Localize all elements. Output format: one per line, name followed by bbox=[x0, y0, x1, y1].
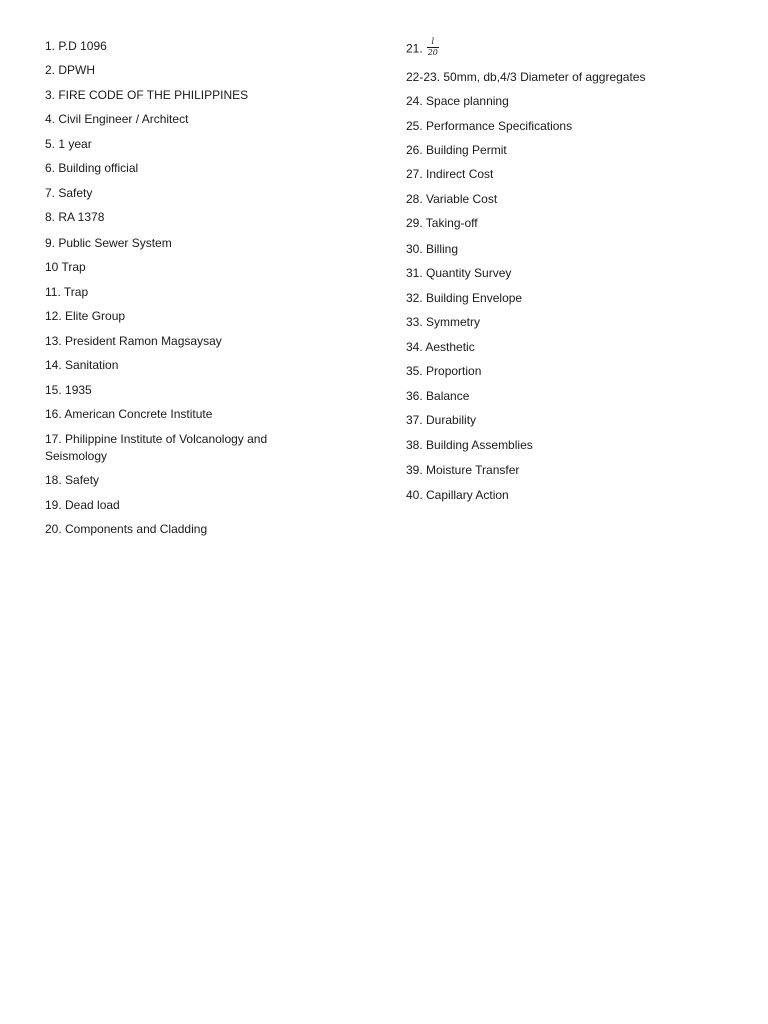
answer-item-19: 19. Dead load bbox=[45, 498, 120, 512]
answer-item-22-23: 22-23. 50mm, db,4/3 Diameter of aggregates bbox=[406, 70, 646, 84]
answer-item-27: 27. Indirect Cost bbox=[406, 167, 494, 181]
answer-item-17: 17. Philippine Institute of Volcanology and Seismology bbox=[45, 432, 268, 463]
answer-item-29: 29. Taking-off bbox=[406, 216, 478, 230]
answer-item-5: 5. 1 year bbox=[45, 137, 92, 151]
answer-item-18: 18. Safety bbox=[45, 473, 100, 487]
answer-item-1: 1. P.D 1096 bbox=[45, 39, 107, 53]
answer-item-7: 7. Safety bbox=[45, 186, 93, 200]
answer-item-20: 20. Components and Cladding bbox=[45, 522, 208, 536]
answer-item-11: 11. Trap bbox=[45, 285, 89, 299]
answer-item-21 bbox=[406, 37, 439, 59]
answer-item-39: 39. Moisture Transfer bbox=[406, 463, 520, 477]
answer-item-36: 36. Balance bbox=[406, 389, 470, 403]
answer-item-16: 16. American Concrete Institute bbox=[45, 407, 213, 421]
answer-item-3: 3. FIRE CODE OF THE PHILIPPINES bbox=[45, 88, 249, 102]
answer-item-28: 28. Variable Cost bbox=[406, 192, 498, 206]
answer-item-15: 15. 1935 bbox=[45, 383, 92, 397]
answer-item-13: 13. President Ramon Magsaysay bbox=[45, 334, 222, 348]
answer-item-4: 4. Civil Engineer / Architect bbox=[45, 112, 189, 126]
answer-item-35: 35. Proportion bbox=[406, 364, 482, 378]
answer-item-32: 32. Building Envelope bbox=[406, 291, 523, 305]
answer-item-8: 8. RA 1378 bbox=[45, 210, 105, 224]
answer-item-40: 40. Capillary Action bbox=[406, 488, 509, 502]
fraction-numerator: l bbox=[427, 38, 439, 48]
answer-item-2: 2. DPWH bbox=[45, 63, 96, 77]
answer-item-26: 26. Building Permit bbox=[406, 143, 507, 157]
answer-item-9: 9. Public Sewer System bbox=[45, 236, 172, 250]
answer-item-10: 10 Trap bbox=[45, 260, 86, 274]
answer-item-25: 25. Performance Specifications bbox=[406, 119, 573, 133]
answer-item-37: 37. Durability bbox=[406, 413, 477, 427]
answer-item-14: 14. Sanitation bbox=[45, 358, 119, 372]
answer-item-38: 38. Building Assemblies bbox=[406, 438, 533, 452]
answer-item-31: 31. Quantity Survey bbox=[406, 266, 512, 280]
answer-item-33: 33. Symmetry bbox=[406, 315, 481, 329]
fraction-formula bbox=[427, 38, 439, 57]
answer-item-34: 34. Aesthetic bbox=[406, 340, 475, 354]
answer-item-21-number: 21. bbox=[406, 41, 423, 56]
answer-item-30: 30. Billing bbox=[406, 242, 459, 256]
answer-item-12: 12. Elite Group bbox=[45, 309, 126, 323]
answer-item-6: 6. Building official bbox=[45, 161, 139, 175]
fraction-denominator: 20 bbox=[427, 48, 438, 57]
answer-item-24: 24. Space planning bbox=[406, 94, 509, 108]
